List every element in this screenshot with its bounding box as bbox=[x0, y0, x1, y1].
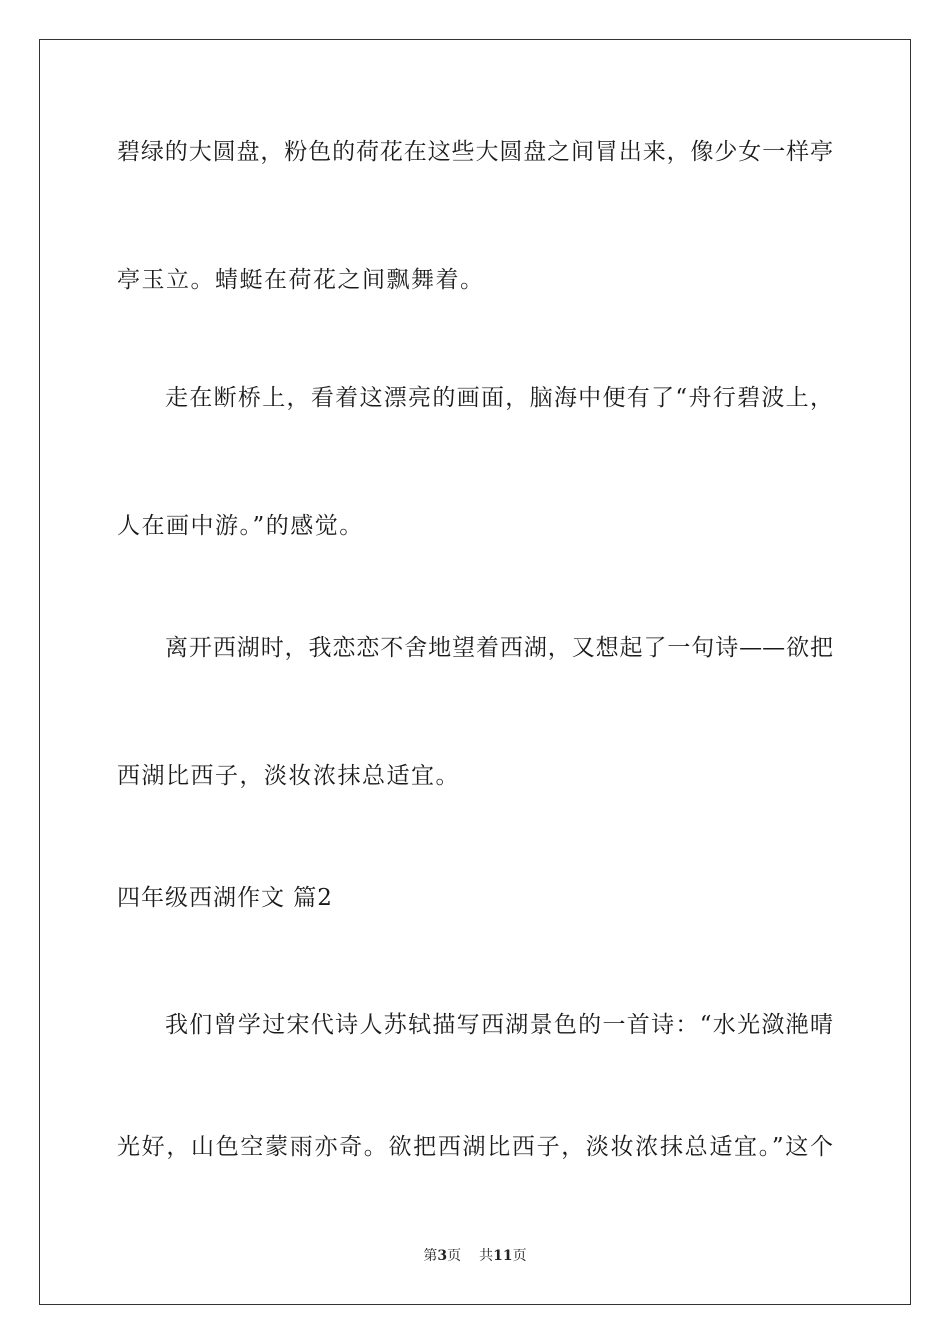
page-footer bbox=[0, 1246, 950, 1266]
paragraph-line-6: 西湖比西子，淡妆浓抹总适宜。 bbox=[117, 763, 460, 789]
footer-total-prefix: 共 bbox=[479, 1248, 494, 1264]
paragraph-line-7: 我们曾学过宋代诗人苏轼描写西湖景色的一首诗：“水光潋滟晴 bbox=[165, 1012, 833, 1038]
paragraph-line-5: 离开西湖时，我恋恋不舍地望着西湖，又想起了一句诗——欲把 bbox=[165, 635, 833, 661]
footer-page-prefix: 第 bbox=[423, 1248, 438, 1264]
paragraph-line-8: 光好，山色空蒙雨亦奇。欲把西湖比西子，淡妆浓抹总适宜。”这个 bbox=[117, 1134, 833, 1160]
footer-total-pages: 11 bbox=[493, 1248, 513, 1264]
section-heading: 四年级西湖作文 篇2 bbox=[117, 885, 333, 911]
page-border bbox=[39, 39, 911, 1305]
footer-page-number: 3 bbox=[437, 1248, 448, 1264]
paragraph-line-4: 人在画中游。”的感觉。 bbox=[117, 513, 364, 539]
footer-page-suffix: 页 bbox=[447, 1248, 462, 1264]
paragraph-line-3: 走在断桥上，看着这漂亮的画面，脑海中便有了“舟行碧波上， bbox=[165, 385, 833, 411]
paragraph-line-2: 亭玉立。蜻蜓在荷花之间飘舞着。 bbox=[117, 267, 485, 293]
footer-total-suffix: 页 bbox=[512, 1248, 527, 1264]
paragraph-line-1: 碧绿的大圆盘，粉色的荷花在这些大圆盘之间冒出来，像少女一样亭 bbox=[117, 139, 833, 165]
